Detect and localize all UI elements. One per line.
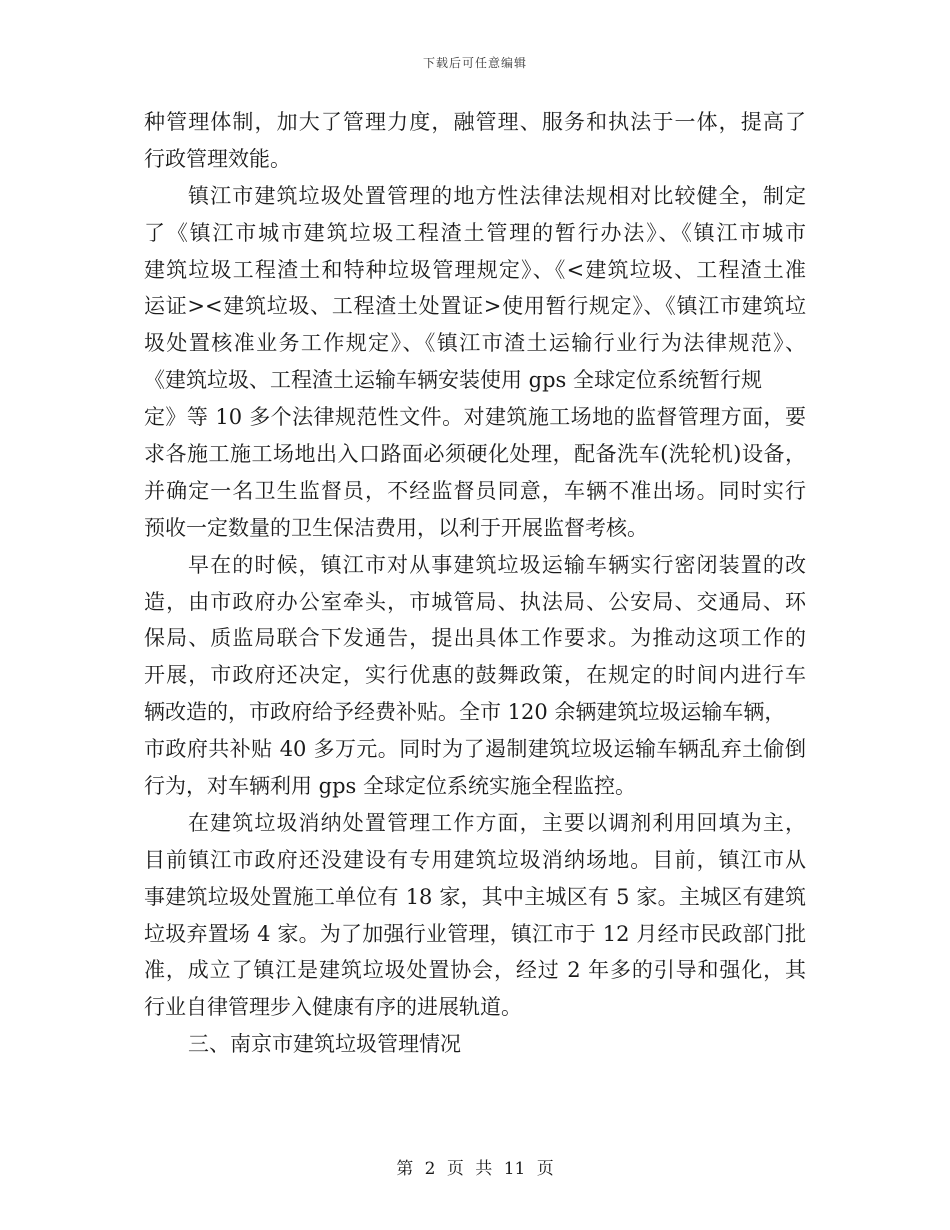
text-line: 种管理体制，加大了管理力度，融管理、服务和执法于一体，提高了 xyxy=(144,110,806,134)
text-line: 行业自律管理步入健康有序的进展轨道。 xyxy=(144,995,522,1020)
text-line: 定》等 10 多个法律规范性文件。对建筑施工场地的监督管理方面，要 xyxy=(144,405,806,430)
paragraph xyxy=(144,104,806,178)
text-line: 准，成立了镇江是建筑垃圾处置协会，经过 2 年多的引导和强化，其 xyxy=(144,958,806,983)
text-line: 垃圾弃置场 4 家。为了加强行业管理，镇江市于 12 月经市民政部门批 xyxy=(144,921,806,946)
text-line: 开展，市政府还决定，实行优惠的鼓舞政策，在规定的时间内进行车 xyxy=(144,663,806,688)
paragraph xyxy=(144,805,806,1026)
paragraph xyxy=(144,547,806,805)
text-line: 预收一定数量的卫生保洁费用，以利于开展监督考核。 xyxy=(144,515,648,540)
text-line: 镇江市建筑垃圾处置管理的地方性法律法规相对比较健全，制定 xyxy=(188,183,806,208)
page-number: 第 2 页 共 11 页 xyxy=(396,1159,554,1179)
text-line: 造，由市政府办公室牵头，市城管局、执法局、公安局、交通局、环 xyxy=(144,589,806,614)
paragraph xyxy=(144,178,806,547)
text-line: 保局、质监局联合下发通告，提出具体工作要求。为推动这项工作的 xyxy=(144,626,806,651)
text-line: 圾处置核准业务工作规定》、《镇江市渣土运输行业行为法律规范》、 xyxy=(144,331,806,356)
text-line: 运证><建筑垃圾、工程渣土处置证>使用暂行规定》、《镇江市建筑垃 xyxy=(144,294,806,319)
text-line: 市政府共补贴 40 多万元。同时为了遏制建筑垃圾运输车辆乱弃土偷倒 xyxy=(144,737,806,762)
text-line: 《建筑垃圾、工程渣土运输车辆安装使用 gps 全球定位系统暂行规 xyxy=(144,368,763,393)
text-line: 并确定一名卫生监督员，不经监督员同意，车辆不准出场。同时实行 xyxy=(144,478,806,503)
text-line: 建筑垃圾工程渣土和特种垃圾管理规定》、《<建筑垃圾、工程渣土准 xyxy=(144,257,806,282)
text-line: 在建筑垃圾消纳处置管理工作方面，主要以调剂利用回填为主， xyxy=(188,810,806,835)
text-line: 了《镇江市城市建筑垃圾工程渣土管理的暂行办法》、《镇江市城市 xyxy=(144,220,806,245)
section-heading-text: 三、南京市建筑垃圾管理情况 xyxy=(188,1032,461,1057)
page-header-note: 下载后可任意编辑 xyxy=(422,56,527,70)
text-line: 辆改造的，市政府给予经费补贴。全市 120 余辆建筑垃圾运输车辆， xyxy=(144,700,786,725)
document-body xyxy=(144,104,806,1063)
text-line: 事建筑垃圾处置施工单位有 18 家，其中主城区有 5 家。主城区有建筑 xyxy=(144,884,806,909)
text-line: 目前镇江市政府还没建设有专用建筑垃圾消纳场地。目前，镇江市从 xyxy=(144,847,806,872)
text-line: 行政管理效能。 xyxy=(144,146,291,171)
text-line: 求各施工施工场地出入口路面必须硬化处理，配备洗车(洗轮机)设备， xyxy=(144,442,806,467)
section-heading xyxy=(144,1026,806,1063)
text-line: 早在的时候，镇江市对从事建筑垃圾运输车辆实行密闭装置的改 xyxy=(188,552,806,577)
text-line: 行为，对车辆利用 gps 全球定位系统实施全程监控。 xyxy=(144,774,637,799)
